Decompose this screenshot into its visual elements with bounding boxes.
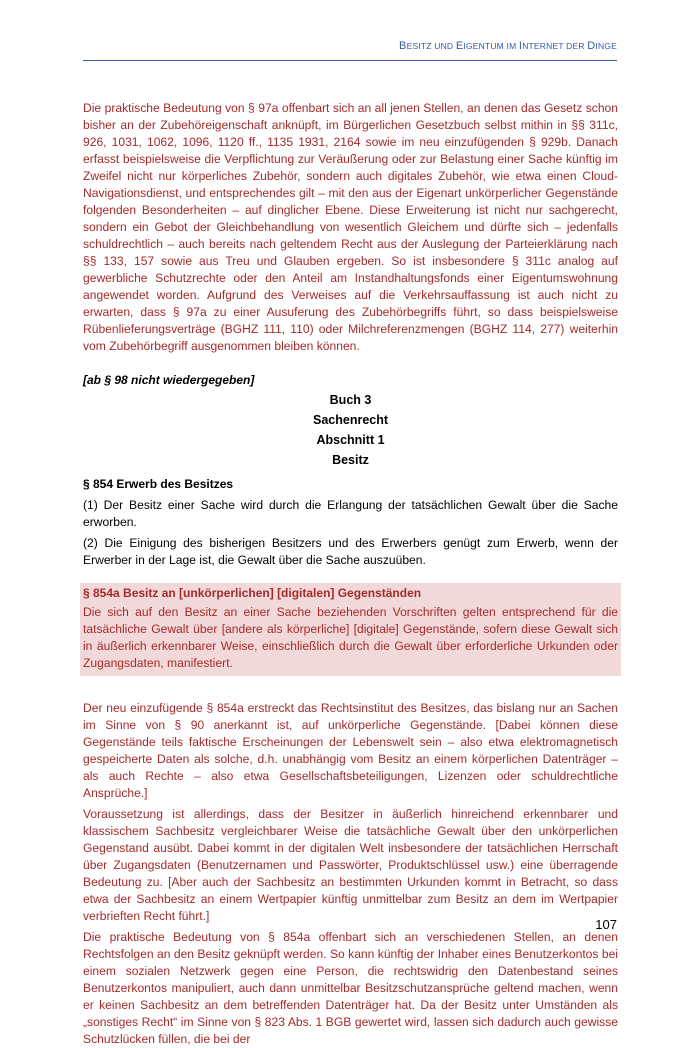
header-title-part: INGE	[595, 41, 617, 51]
book-headings	[83, 390, 618, 470]
heading-section: Abschnitt 1	[316, 433, 385, 447]
heading-section-title: Besitz	[332, 453, 369, 467]
header-title-part: D	[587, 40, 596, 52]
header-title	[399, 40, 617, 52]
omitted-note: [ab § 98 nicht wiedergegeben]	[83, 373, 255, 387]
heading-book: Buch 3	[329, 393, 372, 407]
running-header	[83, 38, 617, 61]
commentary-paragraph-3: Die praktische Bedeutung von § 854a offenbart sich an verschiedenen Stellen, an denen Rechtsfolgen an den Besitz geknüpft werden. So kann künftig der Inhaber eines Benutzerkontos bei einem sozialen Netzwerk gegen eine Person, die rechtswidrig den Datenbestand seines Benutzerkontos manipuliert, auch dann unmittelbar Besitzschutzansprüche geltend machen, wenn er keinen Sachbesitz an dem betreffenden Datenträger hat. Da der Besitz unter Umständen als „sonstiges Recht“ im Sinne von § 823 Abs. 1 BGB gewertet wird, lassen sich dadurch auch gewisse Schutzlücken füllen, die bei der	[83, 930, 618, 1046]
section-854-paragraph-1: (1) Der Besitz einer Sache wird durch die Erlangung der tatsächlichen Gewalt über die Sache erworben.	[83, 498, 618, 529]
section-854a-text: Die sich auf den Besitz an einer Sache beziehenden Vorschriften gelten entsprechend für die tatsächliche Gewalt über [andere als körperliche] [digitale] Gegenstände, sofern diese Gewalt sich in äußerlich erkennbarer Weise, einschließlich durch die Gewalt über erforderliche Urkunden oder Zugangsdaten, manifestiert.	[83, 605, 618, 670]
header-title-part: ESITZ UND	[406, 41, 456, 51]
intro-paragraph: Die praktische Bedeutung von § 97a offenbart sich an all jenen Stellen, an denen das Gesetz schon bisher an der Zubehöreigenschaft anknüpft, im Bürgerlichen Gesetzbuch selbst mithin in §§ 311c, 926, 1031, 1062, 1096, 1120 ff., 1135 1931, 2164 sowie im neu einzufügenden § 929b. Danach erfasst beispielsweise die Verpflichtung zur Veräußerung oder zur Belastung einer Sache künftig im Zweifel nicht nur körperliches Zubehör, sondern auch digitales Zubehör, wie etwa einen Cloud-Navigationsdienst, und entsprechendes gilt – mit den aus der Eigenart unkörperlicher Gegenstände folgenden Besonderheiten – auf dinglicher Ebene. Diese Erweiterung ist nicht nur sachgerecht, sondern ein Gebot der Gleichbehandlung von wesentlich Gleichem und dürfte sich – jedenfalls schuldrechtlich – auch bereits nach geltendem Recht aus der Auslegung der Parteierklärung nach §§ 133, 157 sowie aus Treu und Glauben ergeben. So ist insbesondere § 311c analog auf gewerbliche Schutzrechte oder den Anteil am Instandhaltungsfonds einer Eigentumswohnung angewendet worden. Aufgrund des Verweises auf die Verkehrsauffassung ist auch nicht zu erwarten, dass § 97a zu einer Ausuferung des Zubehörbegriffs führt, so dass beispielsweise Rübenlieferungsverträge (BGHZ 111, 110) oder Milchreferenzmengen (BGHZ 114, 277) weiterhin vom Zubehörbegriff ausgenommen bleiben können.	[83, 101, 618, 353]
header-title-part: IGENTUM IM	[463, 41, 519, 51]
header-title-part: NTERNET DER	[522, 41, 588, 51]
commentary-paragraph-2: Voraussetzung ist allerdings, dass der Besitzer in äußerlich hinreichend erkennbarer und klassischem Sachbesitz vergleichbarer Weise die tatsächliche Gewalt über den unkörperlichen Gegenstand ausübt. Dabei kommt in der digitalen Welt insbesondere der tatsächlichen Herrschaft über Zugangsdaten (Benutzernamen und Passwörter, Produktschlüssel usw.) eine überragende Bedeutung zu. [Aber auch der Sachbesitz an bestimmten Urkunden kommt in Betracht, so dass etwa der Sachbesitz an einem Wertpapier künftig unmittelbar zum Besitz an dem im Wertpapier verbrieften Recht führt.]	[83, 807, 618, 923]
section-854a-box	[80, 583, 621, 676]
header-title-part: E	[455, 40, 464, 52]
page-number: 107	[595, 917, 617, 932]
commentary-paragraph-1: Der neu einzufügende § 854a erstreckt das Rechtsinstitut des Besitzes, das bislang nur an Sachen im Sinne von § 90 anerkannt ist, auf unkörperliche Gegenstände. [Dabei können diese Gegenstände teils faktische Erscheinungen der Lebenswelt sein – also etwa elektromagnetisch gespeicherte Daten als solche, d.h. unabhängig vom Besitz an einem körperlichen Datenträger – als auch Rechte – also etwa Gesellschaftsbeteiligungen, Lizenzen oder schuldrechtliche Ansprüche.]	[83, 701, 618, 800]
header-title-part: B	[399, 40, 407, 52]
section-854-paragraph-2: (2) Die Einigung des bisherigen Besitzers und des Erwerbers genügt zum Erwerb, wenn der Erwerber in der Lage ist, die Gewalt über die Sache auszuüben.	[83, 536, 618, 567]
heading-book-title: Sachenrecht	[312, 413, 389, 427]
header-title-part: I	[518, 40, 523, 52]
section-854-title: § 854 Erwerb des Besitzes	[83, 477, 234, 491]
section-854a-title: § 854a Besitz an [unkörperlichen] [digitalen] Gegenständen	[83, 586, 422, 600]
page-content	[83, 100, 618, 1048]
